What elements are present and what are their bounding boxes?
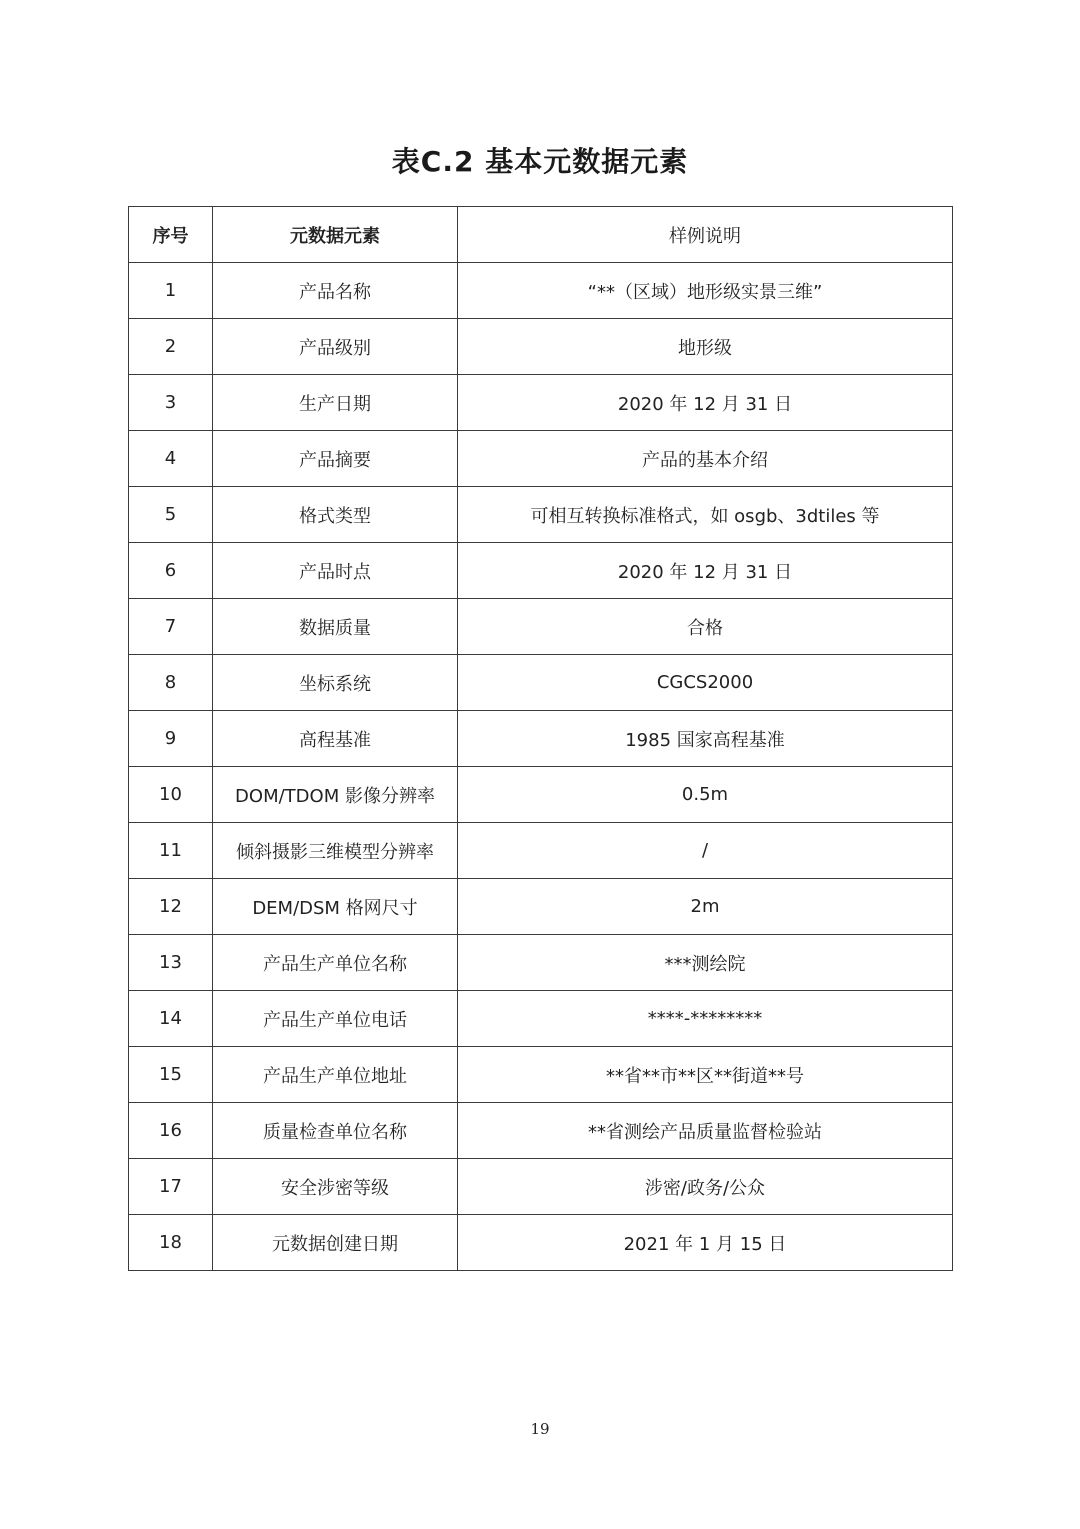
element-cell: 产品生产单位名称: [213, 935, 458, 991]
metadata-elements-table: [128, 206, 953, 1271]
table-row: [129, 263, 953, 319]
serial-number-cell: 18: [129, 1215, 213, 1271]
element-cell: 元数据创建日期: [213, 1215, 458, 1271]
element-cell: DOM/TDOM 影像分辨率: [213, 767, 458, 823]
element-cell: 产品时点: [213, 543, 458, 599]
element-cell: 产品级别: [213, 319, 458, 375]
serial-number-cell: 13: [129, 935, 213, 991]
serial-number-cell: 5: [129, 487, 213, 543]
element-cell: 数据质量: [213, 599, 458, 655]
header-serial-number: 序号: [129, 207, 213, 263]
serial-number-cell: 7: [129, 599, 213, 655]
table-row: [129, 823, 953, 879]
serial-number-cell: 8: [129, 655, 213, 711]
example-cell: 2m: [458, 879, 953, 935]
table-row: [129, 935, 953, 991]
serial-number-cell: 11: [129, 823, 213, 879]
serial-number-cell: 16: [129, 1103, 213, 1159]
table-row: [129, 655, 953, 711]
serial-number-cell: 2: [129, 319, 213, 375]
table-row: [129, 1047, 953, 1103]
header-metadata-element: 元数据元素: [213, 207, 458, 263]
table-row: [129, 375, 953, 431]
example-cell: 合格: [458, 599, 953, 655]
table-row: [129, 319, 953, 375]
example-cell: 2021 年 1 月 15 日: [458, 1215, 953, 1271]
table-row: [129, 767, 953, 823]
table-row: [129, 1215, 953, 1271]
table-row: [129, 487, 953, 543]
element-cell: 产品生产单位电话: [213, 991, 458, 1047]
example-cell: ****-********: [458, 991, 953, 1047]
element-cell: DEM/DSM 格网尺寸: [213, 879, 458, 935]
element-cell: 产品摘要: [213, 431, 458, 487]
table-row: [129, 543, 953, 599]
example-cell: 地形级: [458, 319, 953, 375]
table-row: [129, 879, 953, 935]
example-cell: 可相互转换标准格式，如 osgb、3dtiles 等: [458, 487, 953, 543]
serial-number-cell: 1: [129, 263, 213, 319]
serial-number-cell: 10: [129, 767, 213, 823]
serial-number-cell: 15: [129, 1047, 213, 1103]
example-cell: 产品的基本介绍: [458, 431, 953, 487]
header-example-description: 样例说明: [458, 207, 953, 263]
table-row: [129, 711, 953, 767]
example-cell: 1985 国家高程基准: [458, 711, 953, 767]
element-cell: 格式类型: [213, 487, 458, 543]
serial-number-cell: 17: [129, 1159, 213, 1215]
serial-number-cell: 12: [129, 879, 213, 935]
serial-number-cell: 9: [129, 711, 213, 767]
serial-number-cell: 14: [129, 991, 213, 1047]
element-cell: 倾斜摄影三维模型分辨率: [213, 823, 458, 879]
element-cell: 坐标系统: [213, 655, 458, 711]
table-row: [129, 599, 953, 655]
element-cell: 产品名称: [213, 263, 458, 319]
table-body: [129, 263, 953, 1271]
example-cell: ***测绘院: [458, 935, 953, 991]
example-cell: “**（区域）地形级实景三维”: [458, 263, 953, 319]
example-cell: 涉密/政务/公众: [458, 1159, 953, 1215]
example-cell: 2020 年 12 月 31 日: [458, 375, 953, 431]
element-cell: 质量检查单位名称: [213, 1103, 458, 1159]
table-row: [129, 1159, 953, 1215]
table-row: [129, 991, 953, 1047]
table-row: [129, 1103, 953, 1159]
example-cell: /: [458, 823, 953, 879]
element-cell: 高程基准: [213, 711, 458, 767]
example-cell: CGCS2000: [458, 655, 953, 711]
page-number: 19: [530, 1420, 550, 1438]
example-cell: **省**市**区**街道**号: [458, 1047, 953, 1103]
table-row: [129, 431, 953, 487]
element-cell: 生产日期: [213, 375, 458, 431]
serial-number-cell: 6: [129, 543, 213, 599]
table-title: 表C.2 基本元数据元素: [391, 145, 689, 178]
serial-number-cell: 3: [129, 375, 213, 431]
example-cell: 0.5m: [458, 767, 953, 823]
element-cell: 安全涉密等级: [213, 1159, 458, 1215]
table-header-row: [129, 207, 953, 263]
serial-number-cell: 4: [129, 431, 213, 487]
example-cell: **省测绘产品质量监督检验站: [458, 1103, 953, 1159]
element-cell: 产品生产单位地址: [213, 1047, 458, 1103]
example-cell: 2020 年 12 月 31 日: [458, 543, 953, 599]
